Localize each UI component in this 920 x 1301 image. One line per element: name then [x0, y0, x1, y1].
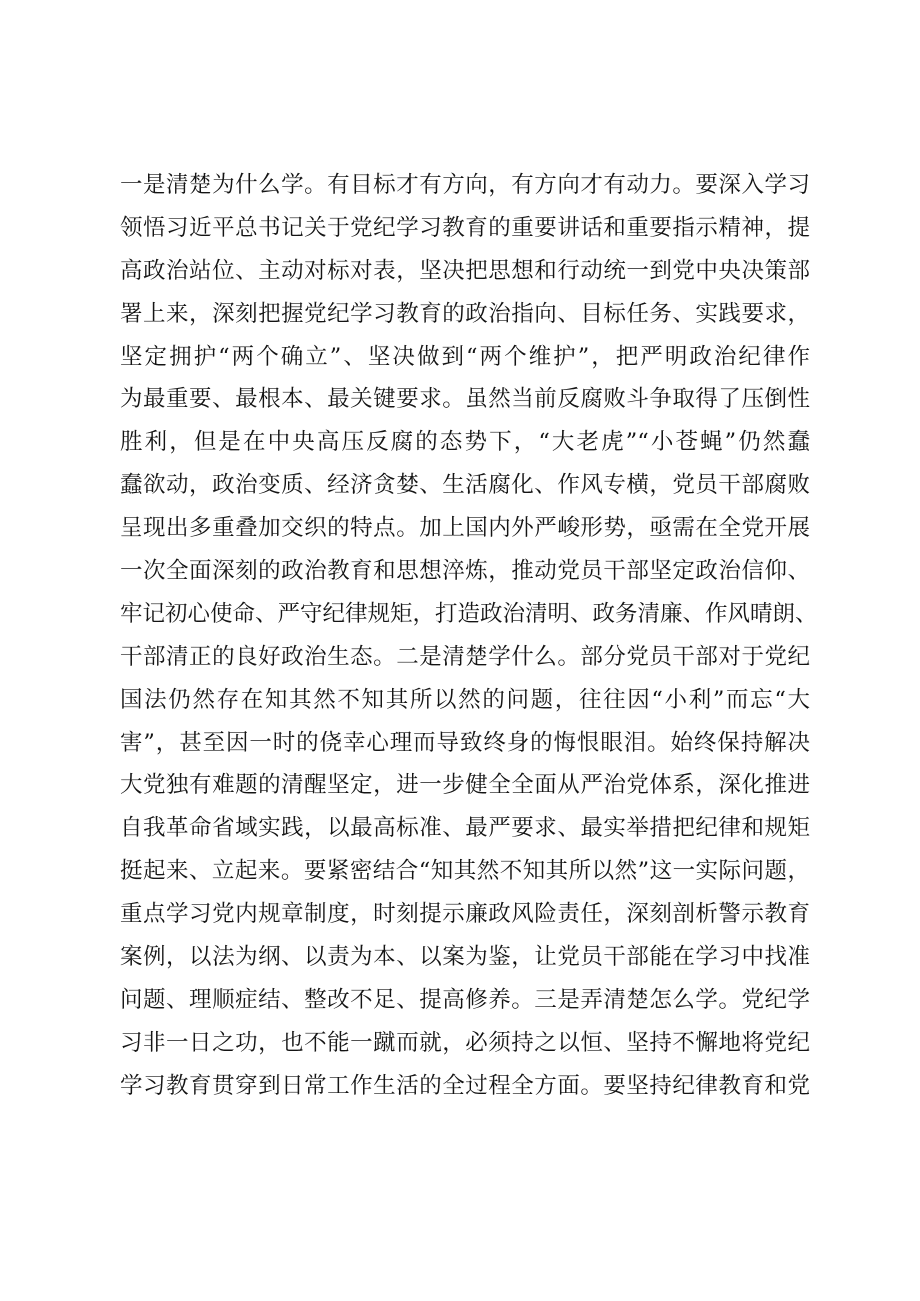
body-paragraph	[120, 164, 818, 1108]
text-line: 为最重要、最根本、最关键要求。虽然当前反腐败斗争取得了压倒性	[120, 386, 810, 413]
text-line: 自我革命省域实践，以最高标准、最严要求、最实举措把纪律和规矩	[120, 815, 810, 842]
text-line: 一次全面深刻的政治教育和思想淬炼，推动党员干部坚定政治信仰、	[120, 558, 810, 585]
text-line: 领悟习近平总书记关于党纪学习教育的重要讲话和重要指示精神，提	[120, 214, 810, 241]
text-line: 干部清正的良好政治生态。二是清楚学什么。部分党员干部对于党纪	[120, 643, 810, 670]
text-line: 问题、理顺症结、整改不足、提高修养。三是弄清楚怎么学。党纪学	[120, 986, 810, 1013]
text-line: 牢记初心使命、严守纪律规矩，打造政治清明、政务清廉、作风晴朗、	[120, 600, 818, 627]
text-line: 一是清楚为什么学。有目标才有方向，有方向才有动力。要深入学习	[120, 172, 810, 198]
text-line: 案例，以法为纲、以责为本、以案为鉴，让党员干部能在学习中找准	[120, 944, 810, 971]
text-line: 挺起来、立起来。要紧密结合“知其然不知其所以然”这一实际问题，	[120, 858, 810, 885]
text-line: 习非一日之功，也不能一蹴而就，必须持之以恒、坚持不懈地将党纪	[120, 1029, 810, 1056]
text-line: 学习教育贯穿到日常工作生活的全过程全方面。要坚持纪律教育和党	[120, 1072, 810, 1099]
text-line: 署上来，深刻把握党纪学习教育的政治指向、目标任务、实践要求，	[120, 300, 810, 327]
text-line: 国法仍然存在知其然不知其所以然的问题，往往因“小利”而忘“大	[120, 686, 810, 713]
text-line: 大党独有难题的清醒坚定，进一步健全全面从严治党体系，深化推进	[120, 772, 810, 799]
text-line: 高政治站位、主动对标对表，坚决把思想和行动统一到党中央决策部	[120, 257, 810, 284]
text-line: 害”，甚至因一时的侥幸心理而导致终身的悔恨眼泪。始终保持解决	[120, 729, 810, 756]
text-line: 坚定拥护“两个确立”、坚决做到“两个维护”，把严明政治纪律作	[120, 343, 810, 370]
text-line: 胜利，但是在中央高压反腐的态势下，“大老虎”“小苍蝇”仍然蠢	[120, 429, 810, 456]
text-line: 呈现出多重叠加交织的特点。加上国内外严峻形势，亟需在全党开展	[120, 515, 810, 542]
text-line: 蠢欲动，政治变质、经济贪婪、生活腐化、作风专横，党员干部腐败	[120, 472, 810, 499]
text-line: 重点学习党内规章制度，时刻提示廉政风险责任，深刻剖析警示教育	[120, 901, 810, 928]
